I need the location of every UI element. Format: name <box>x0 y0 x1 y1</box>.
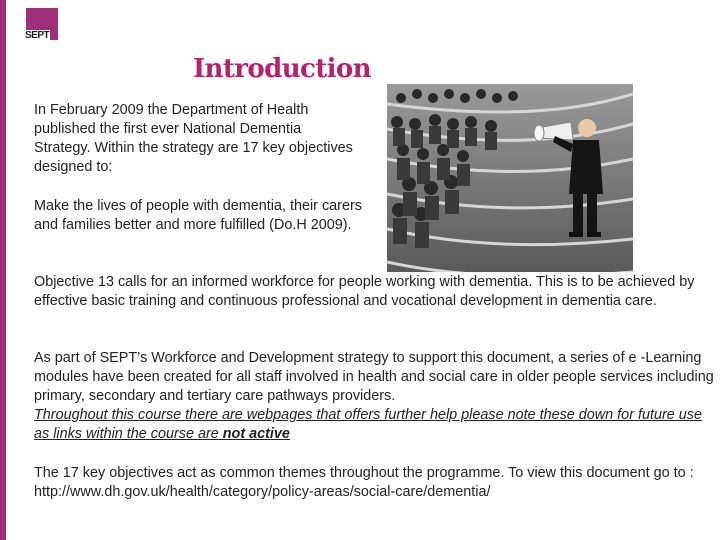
accent-bar <box>0 0 6 540</box>
megaphone-speaker-photo <box>387 84 633 272</box>
strategy-text: As part of SEPT’s Workforce and Development strategy to support this document, a series of e -Learning modules have been created for all staff involved in health and social care in older people services including primary, secondary and tertiary care pathways providers. <box>34 350 714 404</box>
sept-logo-text: SEPT <box>25 30 50 41</box>
objective-paragraph: Make the lives of people with dementia, their carers and families better and more fulfilled (Do.H 2009). <box>34 198 362 233</box>
objective-13-paragraph: Objective 13 calls for an informed workforce for people working with dementia. This is to be achieved by effective basic training and continuous professional and vocational development in dementia care. <box>34 274 695 309</box>
sept-strategy-paragraph <box>34 349 714 444</box>
not-active-emphasis: not active <box>222 426 290 442</box>
course-links-note: Throughout this course there are webpages that offers further help please note these down for future use as links within the course are <box>34 407 702 442</box>
document-link-paragraph: The 17 key objectives act as common themes throughout the programme. To view this document go to : http://www.dh.gov.uk/health/category/policy-areas/social-care/dementia/ <box>34 465 694 500</box>
intro-paragraph: In February 2009 the Department of Health published the first ever National Dementia Strategy. Within the strategy are 17 key objectives designed to: <box>34 102 353 175</box>
slide-title: Introduction <box>193 54 371 84</box>
